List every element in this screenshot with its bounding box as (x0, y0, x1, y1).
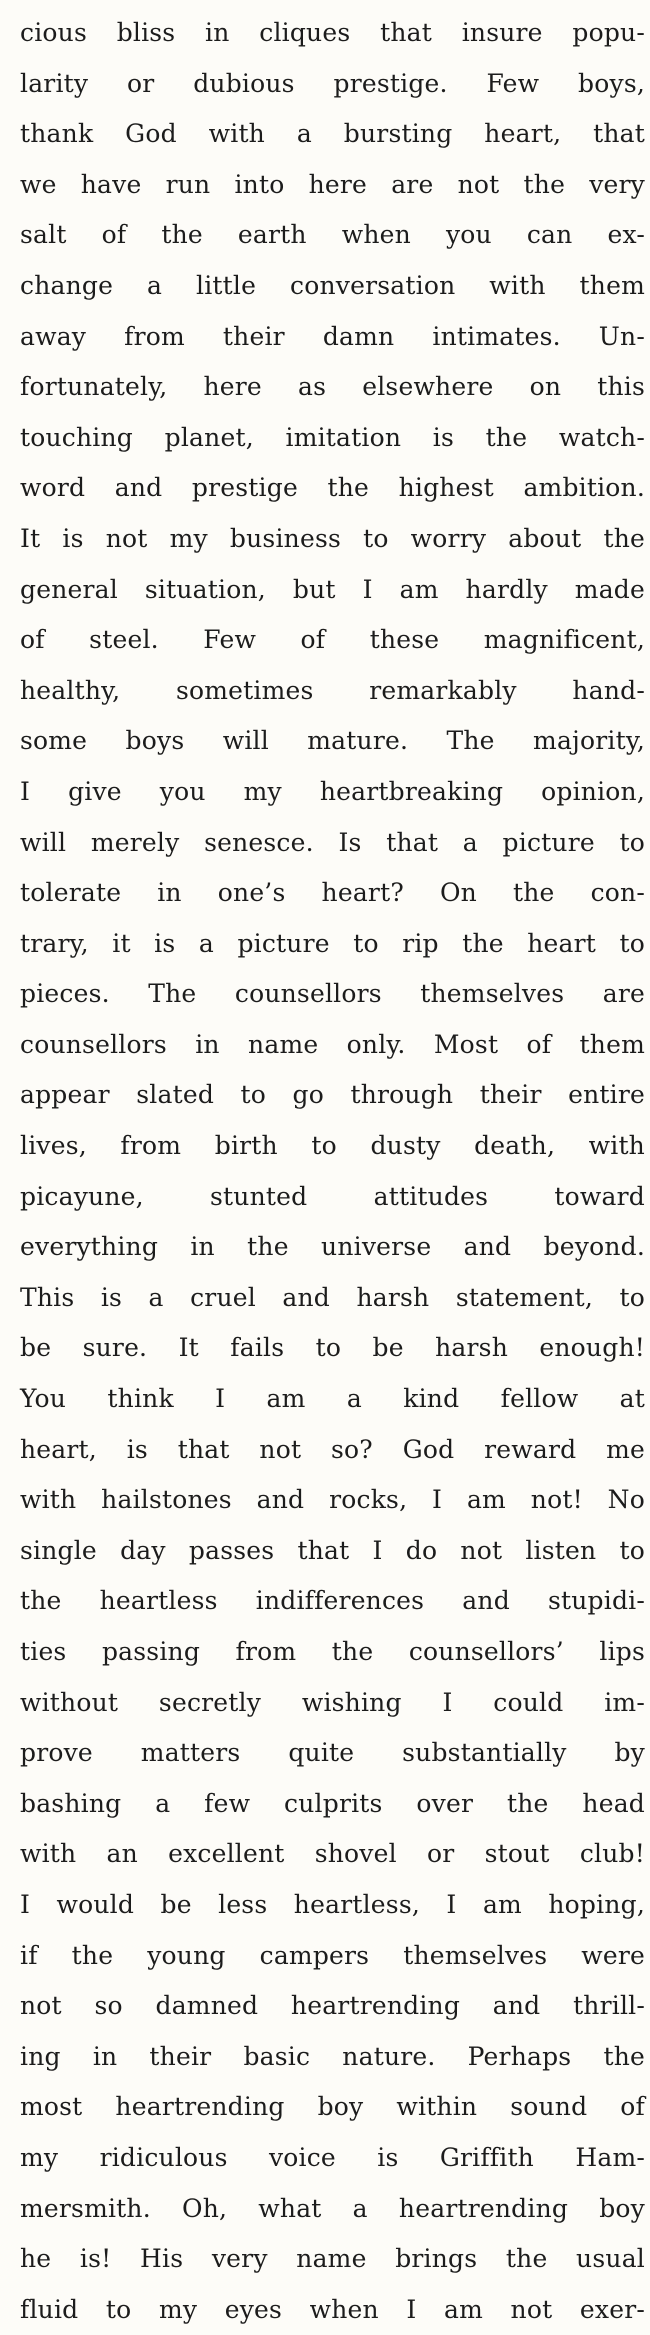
text-line: fluid to my eyes when I am not exer- (20, 2294, 645, 2324)
text-line: we have run into here are not the very (20, 169, 645, 199)
text-line: touching planet, imitation is the watch- (20, 422, 645, 452)
text-line: mersmith. Oh, what a heartrending boy (20, 2193, 645, 2223)
text-line: general situation, but I am hardly made (20, 574, 645, 604)
text-line: picayune, stunted attitudes toward (20, 1181, 645, 1211)
text-line: he is! His very name brings the usual (20, 2244, 645, 2274)
text-line: bashing a few culprits over the head (20, 1788, 645, 1818)
text-line: lives, from birth to dusty death, with (20, 1131, 645, 1161)
text-line: some boys will mature. The majority, (20, 726, 645, 756)
text-line: counsellors in name only. Most of them (20, 1029, 645, 1059)
text-line: of steel. Few of these magnificent, (20, 625, 645, 655)
text-line: pieces. The counsellors themselves are (20, 979, 645, 1009)
text-line: will merely senesce. Is that a picture to (20, 827, 645, 857)
text-line: larity or dubious prestige. Few boys, (20, 68, 645, 98)
text-line: This is a cruel and harsh statement, to (20, 1282, 645, 1312)
document-page (20, 8, 645, 2324)
text-line: cious bliss in cliques that insure popu- (20, 18, 645, 47)
text-line: thank God with a bursting heart, that (20, 119, 645, 149)
text-line: tolerate in one’s heart? On the con- (20, 878, 645, 908)
text-line: without secretly wishing I could im- (20, 1687, 645, 1717)
text-line: ing in their basic nature. Perhaps the (20, 2041, 645, 2071)
text-line: word and prestige the highest ambition. (20, 473, 645, 503)
text-line: I give you my heartbreaking opinion, (20, 776, 645, 806)
text-line: You think I am a kind fellow at (20, 1384, 645, 1414)
text-line: heart, is that not so? God reward me (20, 1434, 645, 1464)
text-line: healthy, sometimes remarkably hand- (20, 675, 645, 705)
text-line: ties passing from the counsellors’ lips (20, 1637, 645, 1666)
text-line: with hailstones and rocks, I am not! No (20, 1485, 645, 1515)
text-line: appear slated to go through their entire (20, 1080, 645, 1110)
text-line: with an excellent shovel or stout club! (20, 1839, 645, 1869)
text-line: be sure. It fails to be harsh enough! (20, 1333, 645, 1363)
text-line: away from their damn intimates. Un- (20, 321, 645, 351)
text-line: trary, it is a picture to rip the heart to (20, 928, 645, 958)
text-line: salt of the earth when you can ex- (20, 220, 645, 250)
text-line: I would be less heartless, I am hoping, (20, 1889, 645, 1919)
text-line: everything in the universe and beyond. (20, 1232, 645, 1262)
text-line: not so damned heartrending and thrill- (20, 1991, 645, 2021)
text-line: prove matters quite substantially by (20, 1738, 645, 1768)
text-line: single day passes that I do not listen to (20, 1535, 645, 1565)
text-line: most heartrending boy within sound of (20, 2092, 645, 2122)
text-line: fortunately, here as elsewhere on this (20, 372, 645, 402)
text-line: change a little conversation with them (20, 270, 645, 300)
text-line: my ridiculous voice is Griffith Ham- (20, 2142, 645, 2172)
text-line: if the young campers themselves were (20, 1940, 645, 1970)
text-line: the heartless indifferences and stupidi- (20, 1586, 645, 1616)
text-line: It is not my business to worry about the (20, 523, 645, 553)
